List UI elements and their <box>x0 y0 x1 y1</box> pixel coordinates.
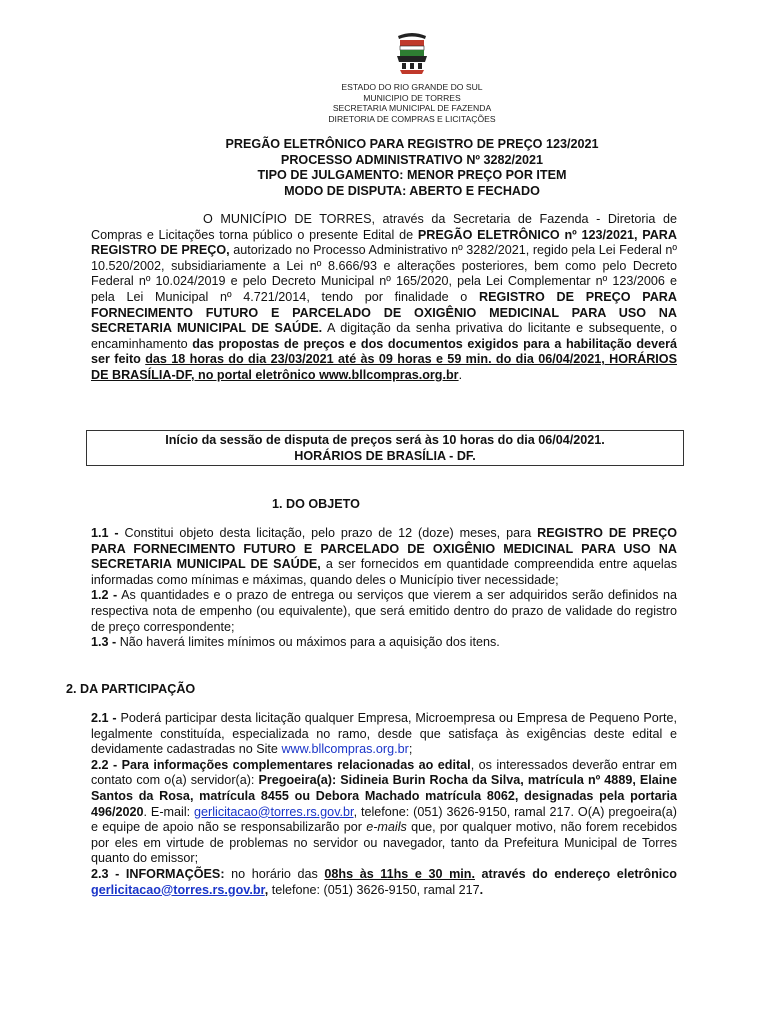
header-municipality: MUNICIPIO DE TORRES <box>363 92 461 103</box>
session-start-text: Início da sessão de disputa de preços será às 10 horas do dia 06/04/2021. <box>165 433 605 447</box>
section-2-title: 2. DA PARTICIPAÇÃO <box>66 682 196 696</box>
document-header <box>0 82 770 124</box>
header-state: ESTADO DO RIO GRANDE DO SUL <box>341 82 483 92</box>
document-titles <box>0 137 770 199</box>
title-processo: PROCESSO ADMINISTRATIVO Nº 3282/2021 <box>280 152 544 167</box>
intro-paragraph: O MUNICÍPIO DE TORRES, através da Secretaria de Fazenda - Diretoria de Compras e Licitações torna público o presente Edital de PREGÃO ELETRÔNICO nº 123/2021, PARA REGISTRO DE PREÇO, autorizado no Processo Administrativo nº 3282/2021, regido pela Lei Federal nº 10.520/2002, subsidiariamente a Lei nº 8.666/93 e alterações posteriores, bem como pelo Decreto Federal nº 10.024/2019 e pelo Decreto Municipal nº 165/2020, pela Lei Complementar nº 123/2006 e pela Lei Municipal nº 4.721/2014, tendo por finalidade o REGISTRO DE PREÇO PARA FORNECIMENTO FUTURO E PARCELADO DE OXIGÊNIO MEDICINAL PARA USO NA SECRETARIA MUNICIPAL DE SAÚDE. A digitação da senha privativa do licitante e subsequente, o encaminhamento das propostas de preços e dos documentos exigidos para a habilitação deverá ser feito das 18 horas do dia 23/03/2021 até às 09 horas e 59 min. do dia 06/04/2021, HORÁRIOS DE BRASÍLIA-DF, no portal eletrônico www.bllcompras.org.br. <box>91 212 677 382</box>
municipal-crest-icon <box>388 30 436 80</box>
header-secretariat: SECRETARIA MUNICIPAL DE FAZENDA <box>332 103 492 114</box>
info-email-link[interactable]: gerlicitacao@torres.rs.gov.br <box>91 882 265 897</box>
title-pregao: PREGÃO ELETRÔNICO PARA REGISTRO DE PREÇO 123/2021 <box>225 137 599 151</box>
section-1-title: 1. DO OBJETO <box>272 497 360 511</box>
session-notice-box <box>86 430 684 466</box>
session-timezone-text: HORÁRIOS DE BRASÍLIA - DF. <box>294 448 476 463</box>
title-disputa: MODO DE DISPUTA: ABERTO E FECHADO <box>284 183 540 198</box>
bll-compras-link[interactable]: www.bllcompras.org.br <box>281 742 409 757</box>
section-2-body: 2.1 - Poderá participar desta licitação qualquer Empresa, Microempresa ou Empresa de Pequeno Porte, legalmente constituída, especializada no ramo, desde que satisfaça às exigências deste edital e devidamente cadastradas no Site www.bllcompras.org.br; 2.2 - Para informações complementares relacionadas ao edital, os interessados deverão entrar em contato com o(a) servidor(a): Pregoeira(a): Sidineia Burin Rocha da Silva, matrícula nº 4889, Elaine Santos da Rosa, matrícula 8455 ou Debora Machado matrícula 8062, designadas pela portaria 496/2020. E-mail: gerlicitacao@torres.rs.gov.br, telefone: (051) 3626-9150, ramal 217. O(A) pregoeira(a) e equipe de apoio não se responsabilizarão por e-mails que, por qualquer motivo, não forem recebidos por eles em virtude de problemas no servidor ou navegador, tanto da Prefeitura Municipal de Torres quanto do emissor; 2.3 - INFORMAÇÕES: no horário das 08hs às 11hs e 30 min. através do endereço eletrônico gerlicitacao@torres.rs.gov.br, telefone: (051) 3626-9150, ramal 217. <box>91 711 678 897</box>
header-directorate: DIRETORIA DE COMPRAS E LICITAÇÕES <box>328 113 496 124</box>
email-link[interactable]: gerlicitacao@torres.rs.gov.br <box>194 804 354 819</box>
section-1-body: 1.1 - Constitui objeto desta licitação, pelo prazo de 12 (doze) meses, para REGISTRO DE PREÇO PARA FORNECIMENTO FUTURO E PARCELADO DE OXIGÊNIO MEDICINAL PARA USO NA SECRETARIA MUNICIPAL DE SAÚDE, a ser fornecidos em quantidade compreendida entre aquelas informadas como mínimas e máximas, quando deles o Município tiver necessidade; 1.2 - As quantidades e o prazo de entrega ou serviços que vierem a ser adquiridos serão definidos na respectiva nota de empenho (ou equivalente), que será emitido dentro do prazo de validade do registro de preço correspondente; 1.3 - Não haverá limites mínimos ou máximos para a aquisição dos itens. <box>91 526 678 650</box>
deadline-text: das 18 horas do dia 23/03/2021 até às 09 horas e 59 min. do dia 06/04/2021, HORÁRIOS DE BRASÍLIA-DF, no portal eletrônico www.bllcompras.org.br <box>91 352 677 382</box>
title-julgamento: TIPO DE JULGAMENTO: MENOR PREÇO POR ITEM <box>257 168 567 183</box>
